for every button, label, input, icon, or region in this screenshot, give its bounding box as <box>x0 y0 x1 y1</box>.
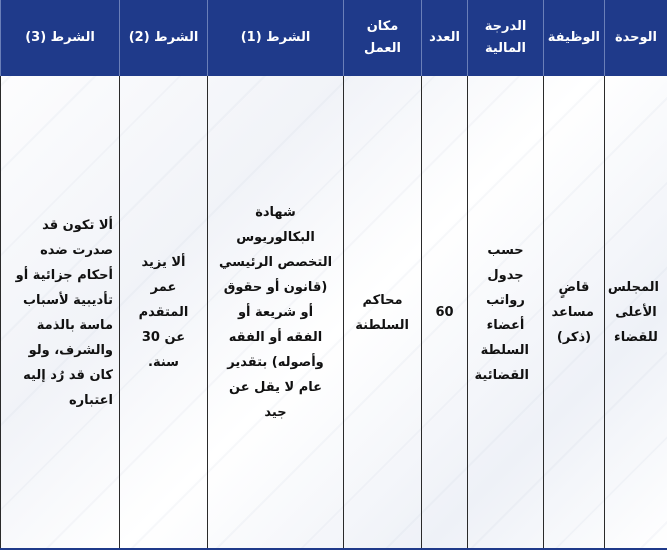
header-job: الوظيفة <box>544 0 605 76</box>
cell-workplace: محاكم السلطنة <box>344 76 422 550</box>
cell-job: قاضٍ مساعد (ذكر) <box>544 76 605 550</box>
cell-count: 60 <box>422 76 468 550</box>
header-count: العدد <box>422 0 468 76</box>
header-condition-2: الشرط (2) <box>120 0 208 76</box>
cell-grade: حسب جدول رواتب أعضاء السلطة القضائية <box>468 76 544 550</box>
header-grade: الدرجة المالية <box>468 0 544 76</box>
cell-condition-1: شهادة البكالوريوس التخصص الرئيسي (قانون أو حقوق أو شريعة أو الفقه أو الفقه وأصوله) بتقدير عام لا يقل عن جيد <box>208 76 344 550</box>
header-condition-1: الشرط (1) <box>208 0 344 76</box>
cell-condition-3: ألا تكون قد صدرت ضده أحكام جزائية أو تأديبية لأسباب ماسة بالذمة والشرف، ولو كان قد رُد إليه اعتباره <box>1 76 120 550</box>
table-header-row <box>1 0 667 76</box>
cell-condition-2: ألا يزيد عمر المتقدم عن 30 سنة. <box>120 76 208 550</box>
header-workplace: مكان العمل <box>344 0 422 76</box>
header-unit: الوحدة <box>605 0 667 76</box>
table-row <box>1 76 667 550</box>
cell-unit: المجلس الأعلى للقضاء <box>605 76 667 550</box>
header-condition-3: الشرط (3) <box>1 0 120 76</box>
